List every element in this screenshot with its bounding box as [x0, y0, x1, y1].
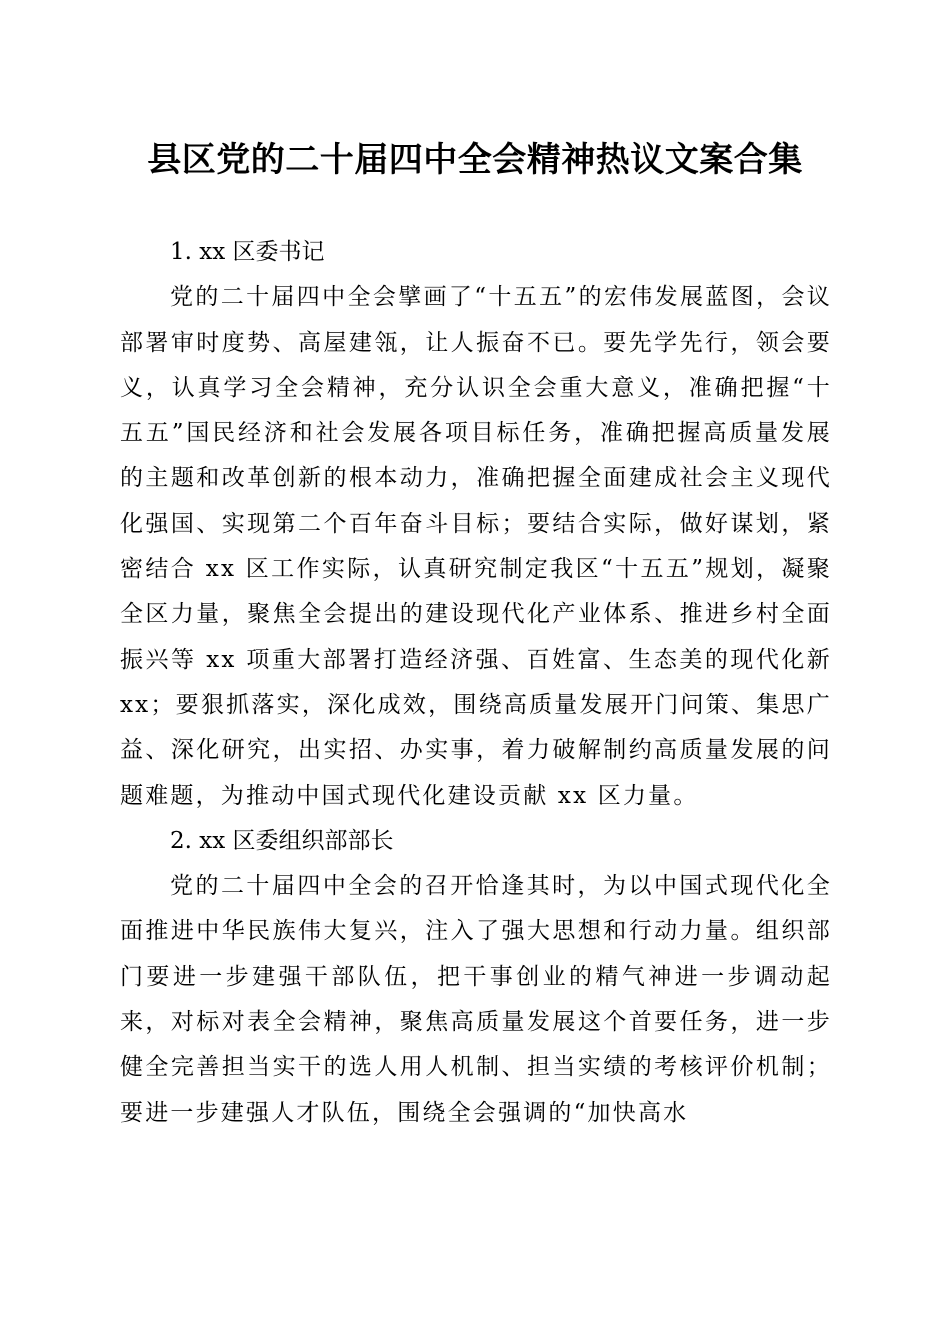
document-title: 县区党的二十届四中全会精神热议文案合集: [147, 140, 803, 180]
section-heading-2: 2. xx 区委组织部部长: [170, 827, 394, 854]
section-paragraph-2: 党的二十届四中全会的召开恰逢其时，为以中国式现代化全面推进中华民族伟大复兴，注入了强大思想和行动力量。组织部门要进一步建强干部队伍，把干事创业的精气神进一步调动起来，对标对表全会精神，聚焦高质量发展这个首要任务，进一步健全完善担当实干的选人用人机制、担当实绩的考核评价机制；要进一步建强人才队伍，围绕全会强调的“加快高水: [120, 873, 832, 1126]
section-paragraph-1: 党的二十届四中全会擘画了“十五五”的宏伟发展蓝图，会议部署审时度势、高屋建瓴，让人振奋不已。要先学先行，领会要义，认真学习全会精神，充分认识全会重大意义，准确把握“十五五”国民经济和社会发展各项目标任务，准确把握高质量发展的主题和改革创新的根本动力，准确把握全面建成社会主义现代化强国、实现第二个百年奋斗目标；要结合实际，做好谋划，紧密结合 xx 区工作实际，认真研究制定我区“十五五”规划，凝聚全区力量，聚焦全会提出的建设现代化产业体系、推进乡村全面振兴等 xx 项重大部署打造经济强、百姓富、生态美的现代化新 xx；要狠抓落实，深化成效，围绕高质量发展开门问策、集思广益、深化研究，出实招、办实事，着力破解制约高质量发展的问题难题，为推动中国式现代化建设贡献 xx 区力量。: [120, 284, 832, 809]
section-heading-1: 1. xx 区委书记: [170, 239, 325, 265]
document-body: [120, 230, 832, 1136]
